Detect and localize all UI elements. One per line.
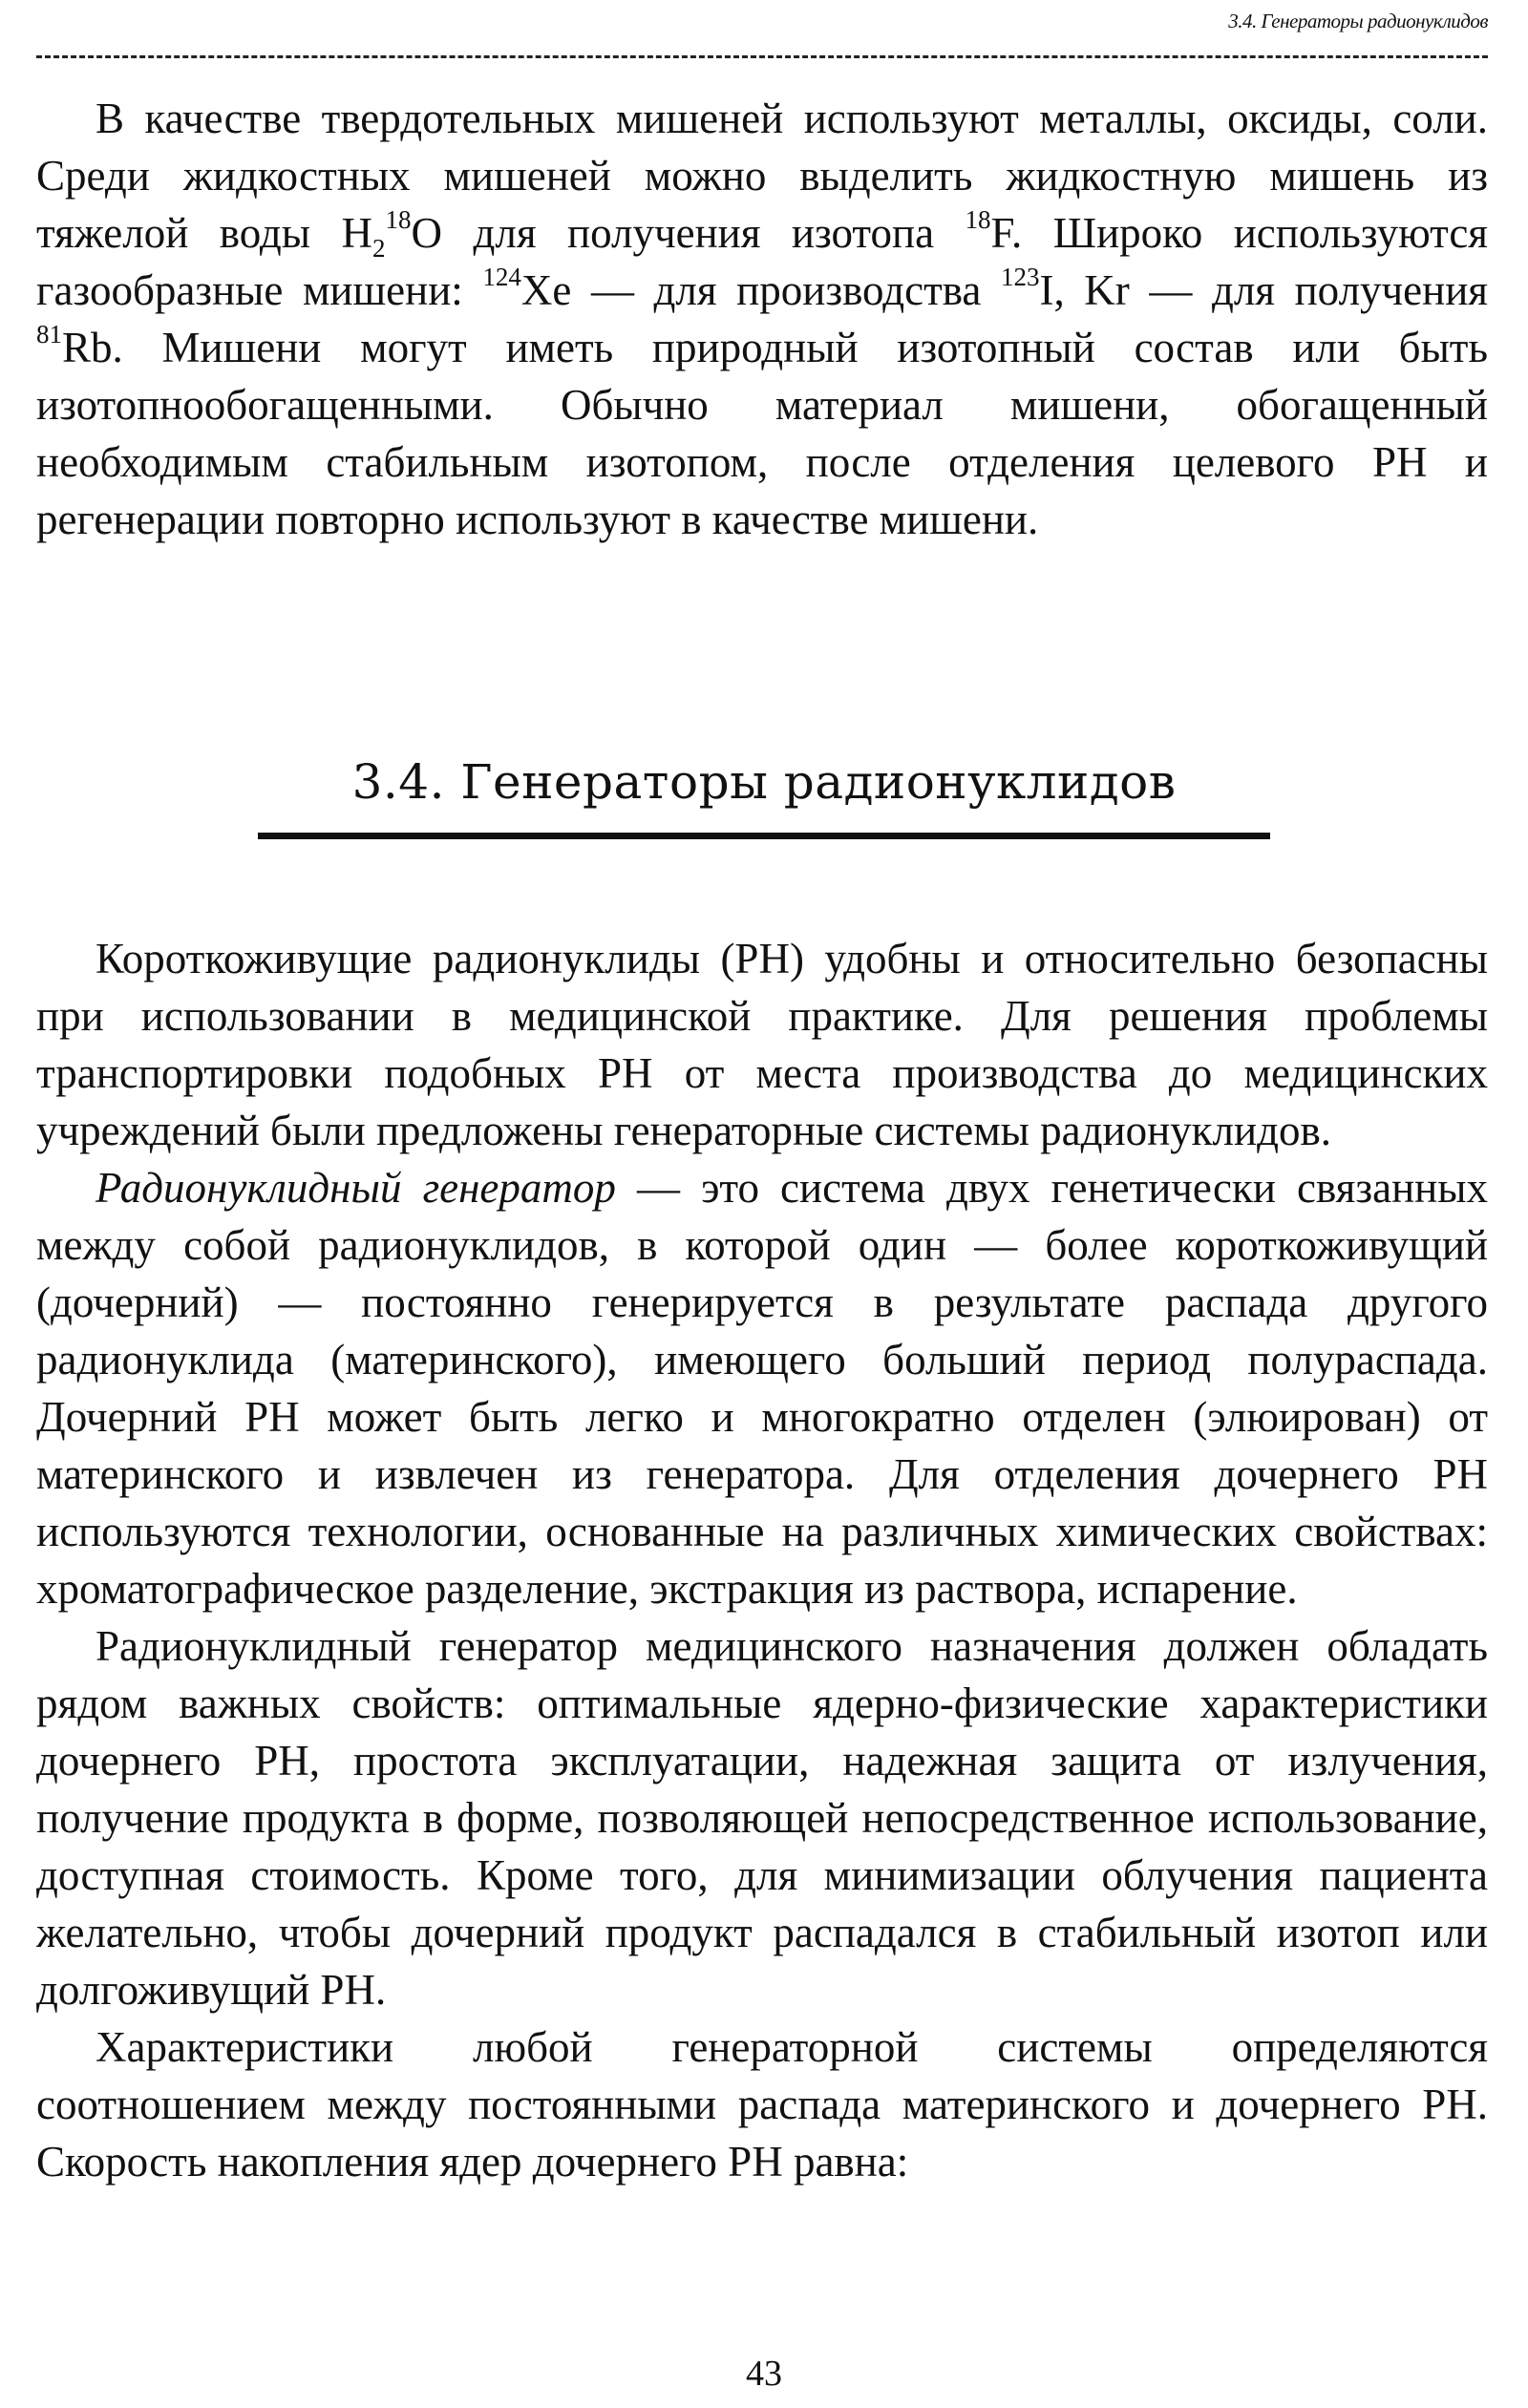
page-number: 43 bbox=[746, 2354, 782, 2394]
heading-underline bbox=[258, 833, 1270, 839]
term-radionuclide-generator: Радионуклидный генератор bbox=[96, 1164, 616, 1212]
paragraph-medical-generator-properties: Радионуклидный генератор медицинского назначения должен обладать рядом важных свойств: оптимальные ядерно-физические характеристики дочернего РН, простота эксплуатации, надежная защита от излучения, получение продукта в форме, позволяющей непосредственное использование, доступная стоимость. Кроме того, для минимизации облучения пациента желательно, чтобы дочерний продукт распадался в стабильный изотоп или долгоживущий РН. bbox=[36, 1622, 1488, 2014]
intro-paragraph-text: В качестве твердотельных мишеней используют металлы, оксиды, соли. Среди жидкостных мишеней можно выделить жидкостную мишень из тяжелой воды $H_2^{18}O$ для получения изотопа $^{18}$F. Широко используются газообразные мишени: $^{124}$Xe — для производства $^{123}$I, Kr — для получения $^{81}$Rb. Мишени могут иметь природный изотопный состав или быть изотопнообогащенными. Обычно материал мишени, обогащенный необходимым стабильным изотопом, после отделения целевого РН и регенерации повторно используют в качестве мишени. bbox=[36, 95, 1488, 543]
paragraph-generator-definition: Радионуклидный генератор — это система двух генетически связанных между собой радионуклидов, в которой один — более короткоживущий (дочерний) — постоянно генерируется в результате распада другого радионуклида (материнского), имеющего больший период полураспада. Дочерний РН может быть легко и многократно отделен (элюирован) от материнского и извлечен из генератора. Для отделения дочернего РН используются технологии, основанные на различных химических свойствах: хроматографическое разделение, экстракция из раствора, испарение. bbox=[36, 1164, 1488, 1613]
paragraph-generator-characteristics: Характеристики любой генераторной системы определяются соотношением между постоянными распада материнского и дочернего РН. Скорость накопления ядер дочернего РН равна: bbox=[36, 2023, 1488, 2186]
section-heading: 3.4. Генераторы радионуклидов bbox=[351, 754, 1177, 810]
running-head: 3.4. Генераторы радионуклидов bbox=[1228, 10, 1488, 32]
paragraph-short-lived-radionuclides: Короткоживущие радионуклиды (РН) удобны и относительно безопасны при использовании в медицинской практике. Для решения проблемы транспортировки подобных РН от места производства до медицинских учреждений были предложены генераторные системы радионуклидов. bbox=[36, 935, 1488, 1154]
section-body bbox=[36, 930, 1488, 2190]
header-dashed-rule bbox=[36, 55, 1488, 58]
intro-paragraph bbox=[36, 90, 1488, 548]
